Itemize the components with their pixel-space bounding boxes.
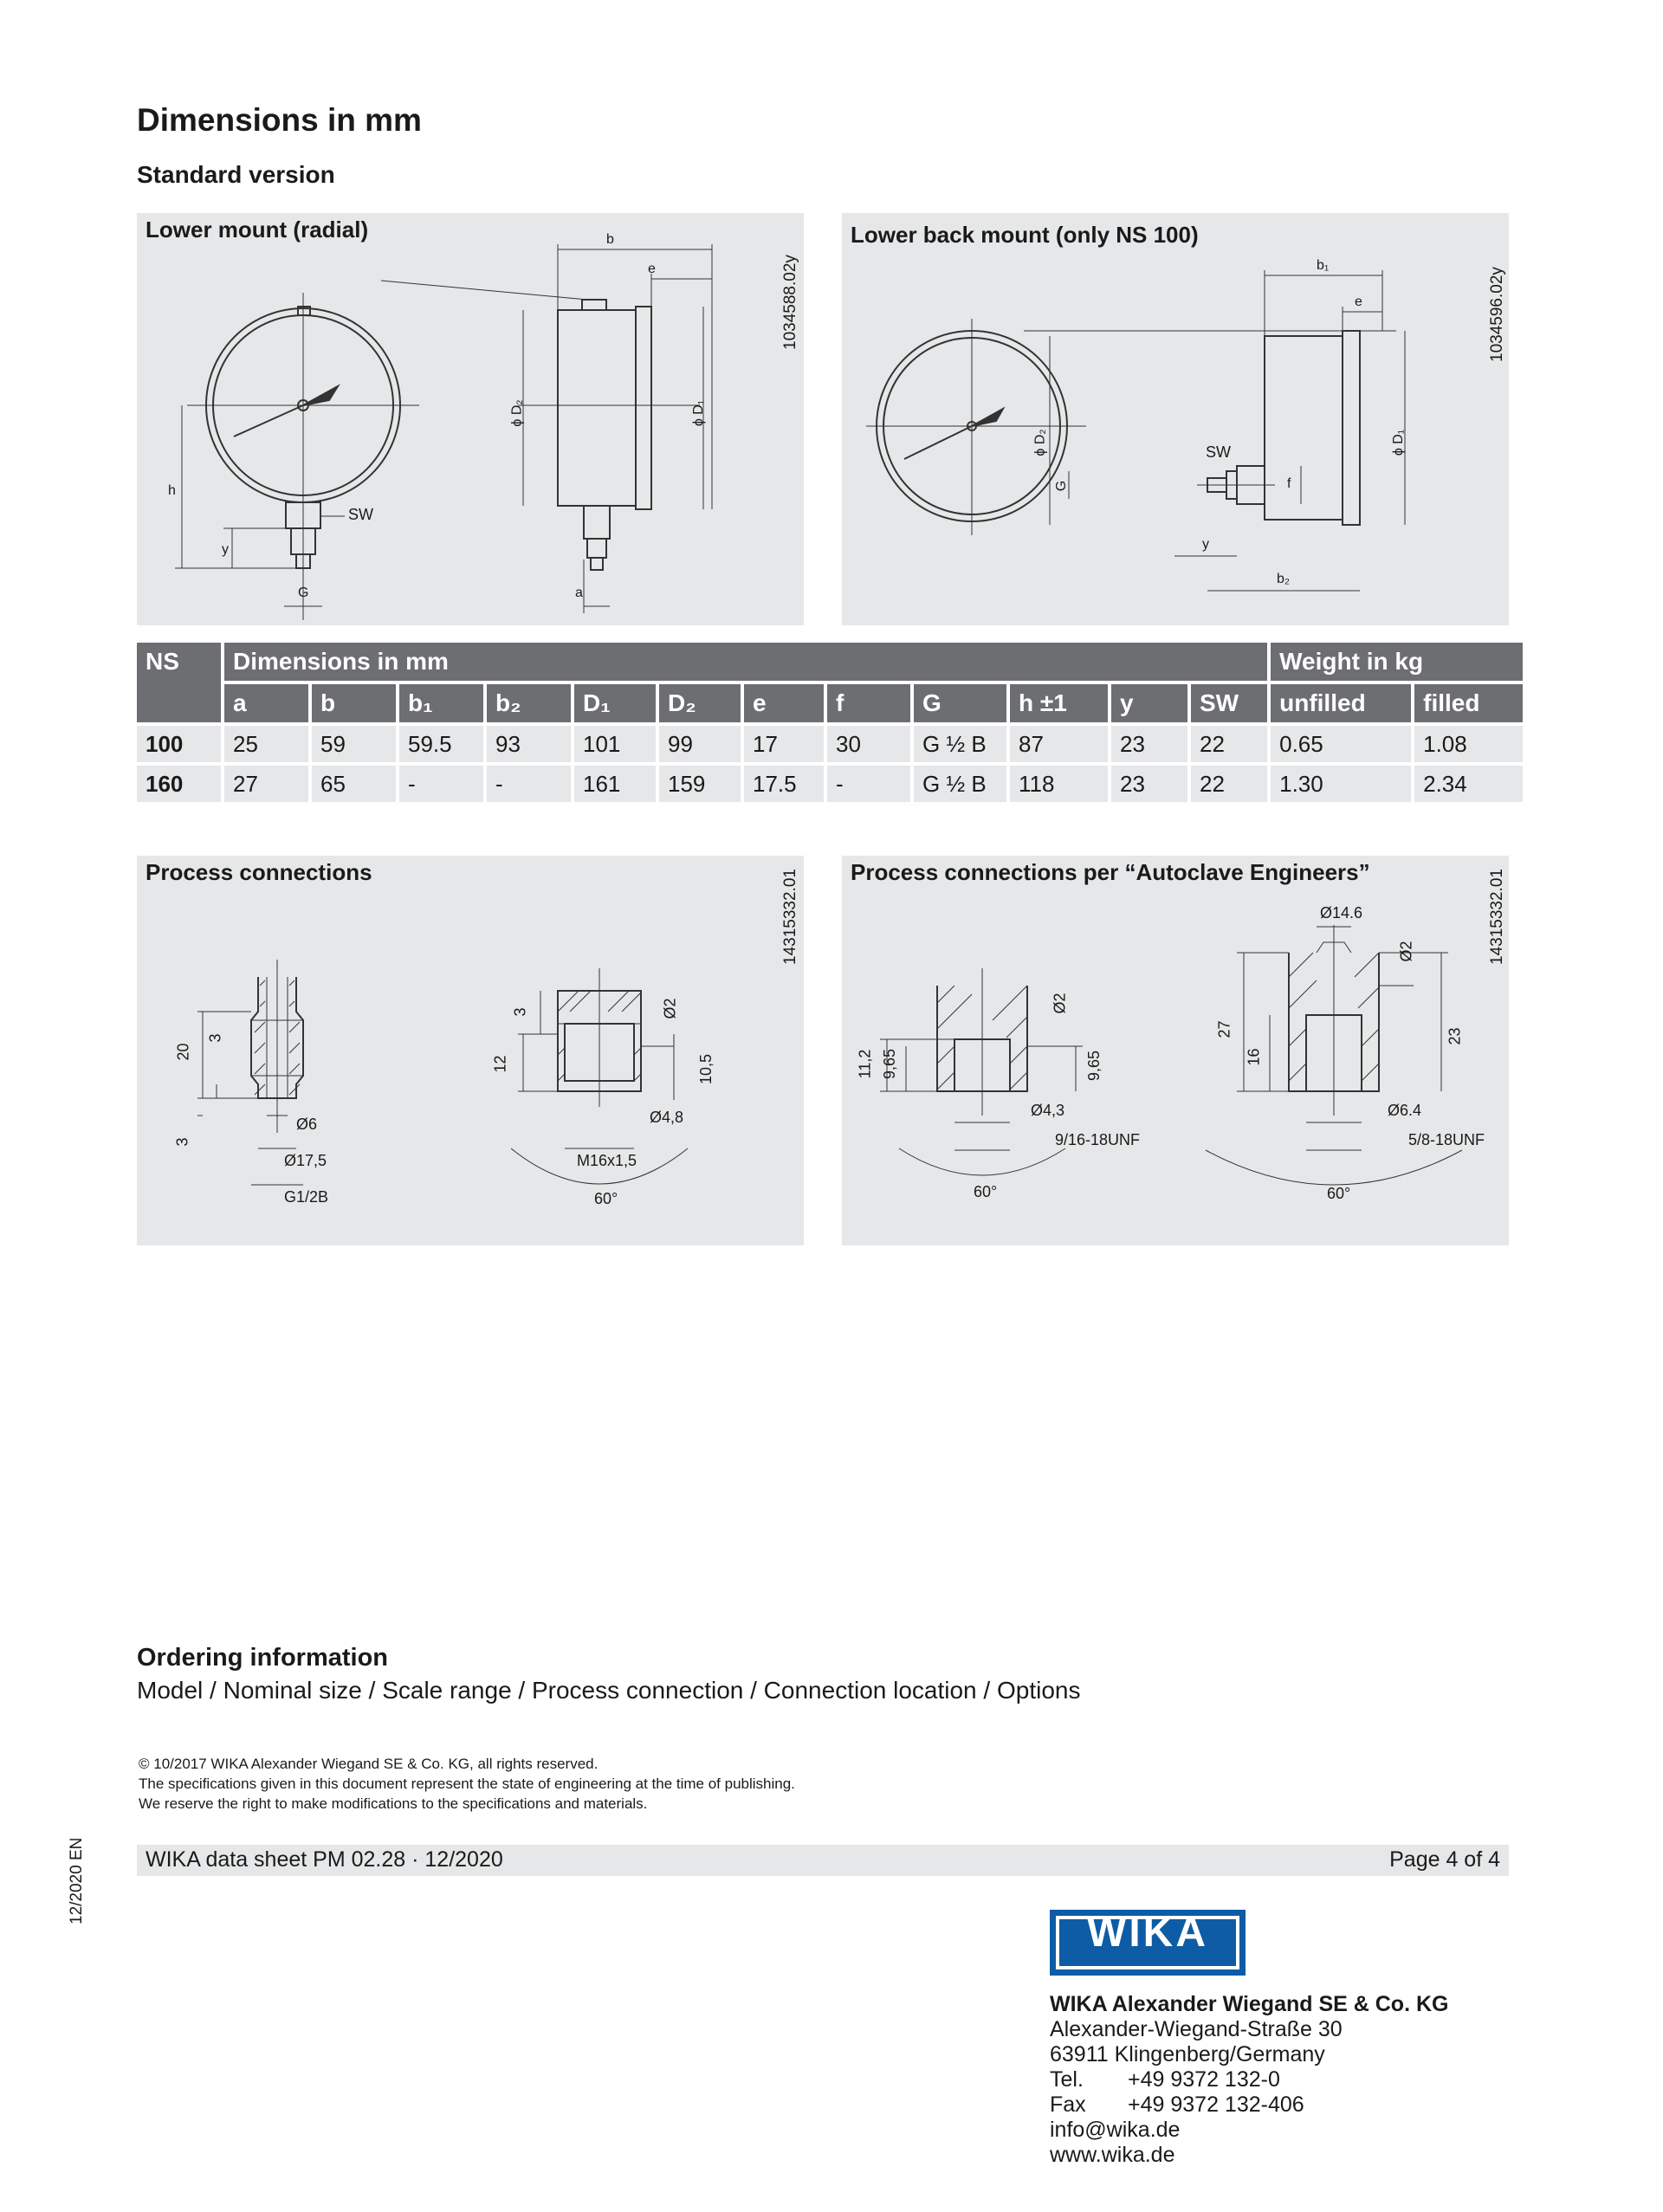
copyright-line: The specifications given in this document represent the state of engineering at the time of publishing.	[139, 1775, 795, 1792]
dim-12: 12	[491, 1055, 509, 1073]
cell: -	[827, 766, 910, 802]
cell: 161	[574, 766, 656, 802]
autoclave-drawing	[842, 856, 1509, 1245]
dim-3b: 3	[173, 1137, 191, 1147]
wika-logo	[1050, 1910, 1246, 1976]
label-e: e	[648, 262, 656, 276]
lower-back-mount-drawing	[842, 213, 1509, 625]
col-b1: b₁	[399, 684, 483, 722]
ordering-title: Ordering information	[137, 1644, 388, 1672]
cell: 30	[827, 726, 910, 762]
col-f: f	[827, 684, 910, 722]
address-street: Alexander-Wiegand-Straße 30	[1050, 2017, 1343, 2041]
dim-16: 16	[1245, 1048, 1263, 1066]
panel-title: Process connections	[146, 859, 372, 885]
dim-o6: Ø6	[296, 1116, 318, 1133]
label-g: G	[1054, 480, 1070, 492]
label-g: G	[298, 585, 309, 600]
panel-lower-back-mount	[842, 213, 1509, 625]
footer-datasheet: WIKA data sheet PM 02.28 · 12/2020	[146, 1847, 503, 1872]
company-name: WIKA Alexander Wiegand SE & Co. KG	[1050, 1992, 1449, 2016]
label-a: a	[575, 585, 583, 600]
dim-60a: 60°	[974, 1183, 998, 1200]
panel-autoclave-connections	[842, 856, 1509, 1245]
dim-o2: Ø2	[661, 998, 679, 1019]
email-link[interactable]: info@wika.de	[1050, 2118, 1181, 2142]
cell: 25	[224, 726, 308, 762]
tel-label: Tel.	[1050, 2067, 1084, 2092]
table-row	[137, 766, 1523, 802]
logo-text: WIKA	[1087, 1910, 1208, 1956]
label-y: y	[1202, 537, 1209, 552]
table-row	[137, 726, 1523, 762]
dim-o2a: Ø2	[1051, 993, 1069, 1014]
dim-916unf: 9/16-18UNF	[1055, 1131, 1141, 1148]
drawing-number: 14315332.01	[1488, 869, 1506, 965]
header-ns: NS	[137, 643, 221, 722]
cell-ns: 100	[137, 726, 221, 762]
address-tel	[1050, 2067, 1448, 2092]
label-d1: ϕ D₁	[691, 399, 707, 427]
label-h: h	[168, 483, 176, 498]
address-city: 63911 Klingenberg/Germany	[1050, 2042, 1325, 2066]
dim-o175: Ø17,5	[284, 1152, 327, 1169]
col-b2: b₂	[487, 684, 571, 722]
cell: 27	[224, 766, 308, 802]
col-d1: D₁	[574, 684, 656, 722]
cell: 87	[1010, 726, 1108, 762]
col-unfilled: unfilled	[1271, 684, 1411, 722]
col-a: a	[224, 684, 308, 722]
label-d2: ϕ D₂	[509, 399, 525, 427]
dimensions-table	[133, 639, 1526, 805]
cell: 65	[312, 766, 396, 802]
section-subtitle: Standard version	[137, 161, 335, 188]
cell: 17.5	[744, 766, 824, 802]
dim-3a: 3	[206, 1033, 224, 1043]
cell: 22	[1191, 726, 1267, 762]
dim-o48: Ø4,8	[650, 1109, 684, 1126]
cell: 2.34	[1414, 766, 1523, 802]
dim-23: 23	[1446, 1027, 1464, 1045]
process-connections-drawing	[137, 856, 804, 1245]
label-b2: b₂	[1277, 572, 1291, 586]
fax-number: +49 9372 132-406	[1128, 2092, 1304, 2117]
col-b: b	[312, 684, 396, 722]
cell-ns: 160	[137, 766, 221, 802]
dim-g12b: G1/2B	[284, 1188, 329, 1206]
dim-105: 10,5	[697, 1053, 715, 1085]
fax-label: Fax	[1050, 2092, 1086, 2117]
header-weight: Weight in kg	[1271, 643, 1523, 681]
dim-o43: Ø4,3	[1031, 1102, 1065, 1119]
cell: G ½ B	[914, 766, 1006, 802]
cell: 23	[1111, 766, 1187, 802]
cell: G ½ B	[914, 726, 1006, 762]
copyright-notice	[139, 1754, 795, 1814]
copyright-line: © 10/2017 WIKA Alexander Wiegand SE & Co. KG, all rights reserved.	[139, 1756, 599, 1772]
col-g: G	[914, 684, 1006, 722]
cell: 17	[744, 726, 824, 762]
dim-965a: 9,65	[881, 1048, 899, 1080]
cell: 23	[1111, 726, 1187, 762]
cell: -	[399, 766, 483, 802]
dim-3c: 3	[511, 1007, 529, 1017]
cell: 159	[659, 766, 741, 802]
website-link[interactable]: www.wika.de	[1050, 2143, 1175, 2167]
cell: 1.30	[1271, 766, 1411, 802]
cell: 59.5	[399, 726, 483, 762]
col-y: y	[1111, 684, 1187, 722]
dim-o146: Ø14.6	[1320, 904, 1363, 922]
panel-title: Process connections per “Autoclave Engineers”	[851, 859, 1370, 885]
cell: 101	[574, 726, 656, 762]
tel-number[interactable]: +49 9372 132-0	[1128, 2067, 1280, 2092]
panel-process-connections	[137, 856, 804, 1245]
col-filled: filled	[1414, 684, 1523, 722]
table-group-header-row	[137, 643, 1523, 681]
col-e: e	[744, 684, 824, 722]
cell: 93	[487, 726, 571, 762]
page-title: Dimensions in mm	[137, 102, 422, 138]
cell: 22	[1191, 766, 1267, 802]
col-sw: SW	[1191, 684, 1267, 722]
cell: 0.65	[1271, 726, 1411, 762]
cell: 118	[1010, 766, 1108, 802]
dim-m16: M16x1,5	[577, 1152, 637, 1169]
dim-27: 27	[1215, 1020, 1233, 1038]
dim-58unf: 5/8-18UNF	[1408, 1131, 1485, 1148]
cell: -	[487, 766, 571, 802]
dim-60: 60°	[594, 1190, 618, 1207]
copyright-line: We reserve the right to make modifications to the specifications and materials.	[139, 1795, 648, 1812]
label-f: f	[1287, 476, 1291, 491]
footer-bar	[137, 1845, 1509, 1876]
panel-lower-mount	[137, 213, 804, 625]
header-dimensions: Dimensions in mm	[224, 643, 1267, 681]
label-sw: SW	[1206, 443, 1231, 461]
dim-o64: Ø6.4	[1388, 1102, 1422, 1119]
footer-page-number: Page 4 of 4	[1389, 1847, 1500, 1872]
company-address	[1050, 1992, 1448, 2168]
panel-title: Lower back mount (only NS 100)	[851, 222, 1199, 248]
dim-20: 20	[174, 1043, 192, 1061]
table-column-header-row	[137, 684, 1523, 722]
label-b: b	[606, 232, 614, 247]
col-h: h ±1	[1010, 684, 1108, 722]
address-fax	[1050, 2092, 1448, 2118]
dim-60b: 60°	[1327, 1185, 1351, 1202]
label-sw: SW	[348, 506, 373, 523]
ordering-text: Model / Nominal size / Scale range / Process connection / Connection location / Options	[137, 1677, 1081, 1704]
label-e: e	[1355, 294, 1362, 309]
col-d2: D₂	[659, 684, 741, 722]
label-d2: ϕ D₂	[1032, 429, 1048, 456]
cell: 59	[312, 726, 396, 762]
side-date: 12/2020 EN	[68, 1837, 86, 1924]
dim-965b: 9,65	[1085, 1050, 1103, 1082]
label-b1: b₁	[1317, 258, 1330, 273]
drawing-number: 1034596.02y	[1488, 267, 1506, 362]
dim-112: 11,2	[856, 1049, 874, 1079]
panel-title: Lower mount (radial)	[146, 217, 369, 243]
cell: 99	[659, 726, 741, 762]
cell: 1.08	[1414, 726, 1523, 762]
dim-o2b: Ø2	[1397, 941, 1415, 962]
label-y: y	[222, 542, 229, 557]
label-d1: ϕ D₁	[1391, 429, 1407, 456]
drawing-number: 14315332.01	[781, 869, 799, 965]
drawing-number: 1034588.02y	[781, 255, 799, 350]
